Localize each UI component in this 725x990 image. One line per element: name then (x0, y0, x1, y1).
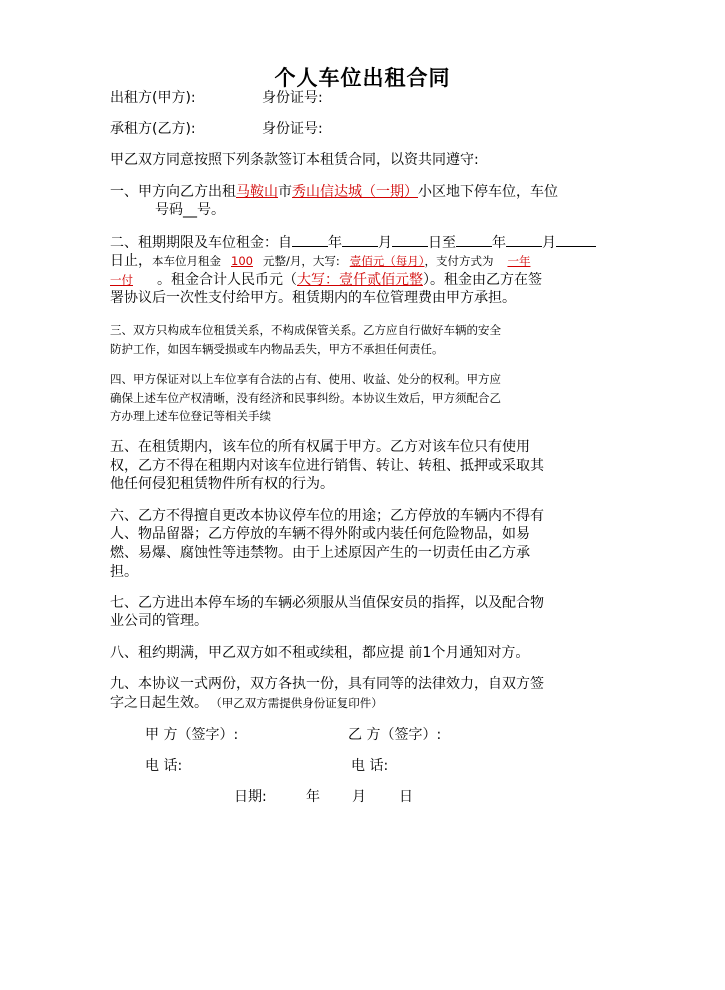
clause-2-line-4: 署协议后一次性支付给甲方。租赁期内的车位管理费由甲方承担。 (110, 290, 516, 306)
clause-3-line-1: 三、双方只构成车位租赁关系，不构成保管关系。乙方应自行做好车辆的安全 (110, 323, 501, 337)
blank-end-year (456, 234, 492, 247)
clause-2-rent-upper: 壹佰元（每月） (349, 254, 425, 268)
clause-9-line-2 (110, 695, 383, 711)
clause-2-total-label: 。租金合计人民币元（ (157, 272, 297, 288)
lessee-id-label: 身份证号: (262, 121, 323, 137)
clause-2-pay-value: 一年 (507, 254, 531, 268)
blank-start-year (292, 234, 328, 247)
clause-6-line-3: 燃、易爆、腐蚀性等违禁物。由于上述原因产生的一切责任由乙方承 (110, 545, 530, 561)
blank-start-day (392, 234, 428, 247)
clause-2-term-label: 二、租期期限及车位租金：自 (110, 235, 292, 251)
date-year-label: 年 (306, 789, 320, 805)
clause-3-line-2: 防护工作，如因车辆受损或车内物品丢失，甲方不承担任何责任。 (110, 342, 444, 356)
clause-6-line-1: 六、乙方不得擅自更改本协议停车位的用途；乙方停放的车辆内不得有 (110, 508, 544, 524)
clause-5-line-3: 他任何侵犯租赁物件所有权的行为。 (110, 476, 334, 492)
date-month-label: 月 (352, 789, 366, 805)
clause-1-line-2 (155, 202, 225, 218)
clause-8-text: 八、租约期满，甲乙双方如不租或续租，都应提 前1个月通知对方。 (110, 645, 530, 661)
lessor-id-label: 身份证号: (262, 90, 323, 106)
clause-2-year2-label: 年 (492, 235, 506, 251)
lessor-label: 出租方(甲方): (110, 90, 196, 106)
clause-2-line-1 (110, 234, 596, 251)
clause-4-line-3: 方办理上述车位登记等相关手续 (110, 409, 271, 423)
party-b-sign-label: 乙 方（签字）: (348, 727, 442, 743)
clause-9-note: （甲乙双方需提供身份证复印件） (216, 696, 383, 710)
clause-2-month2-label: 月 (542, 235, 556, 251)
clause-2-day-to-label: 日至 (428, 235, 456, 251)
clause-5-line-1: 五、在租赁期内，该车位的所有权属于甲方。乙方对该车位只有使用 (110, 439, 530, 455)
party-a-phone-label: 电 话: (145, 758, 183, 774)
clause-1-city-suffix: 市 (278, 184, 292, 200)
clause-9-line-1: 九、本协议一式两份，双方各执一份，具有同等的法律效力，自双方签 (110, 676, 544, 692)
clause-7-line-2: 业公司的管理。 (110, 613, 208, 629)
party-a-sign-label: 甲 方（签字）: (145, 727, 239, 743)
clause-2-total-upper: 大写：壹仟贰佰元整 (297, 272, 423, 288)
clause-2-line-2 (110, 253, 530, 269)
clause-9-effective: 字之日起生效。 (110, 695, 208, 711)
clause-2-rent-value: 100 (231, 254, 253, 268)
clause-4-line-1: 四、甲方保证对以上车位享有合法的占有、使用、收益、处分的权利。甲方应 (110, 372, 501, 386)
clause-2-total-suffix: ）。租金由乙方在签 (423, 272, 542, 288)
clause-2-year-label: 年 (328, 235, 342, 251)
clause-1-prefix: 一、甲方向乙方出租 (110, 184, 236, 200)
intro-text: 甲乙双方同意按照下列条款签订本租赁合同，以资共同遵守: (110, 152, 479, 168)
clause-2-line-3 (110, 272, 542, 288)
clause-4-line-2: 确保上述车位产权清晰，没有经济和民事纠纷。本协议生效后，甲方须配合乙 (110, 391, 501, 405)
clause-1-rest: 小区地下停车位，车位 (418, 184, 558, 200)
document-title: 个人车位出租合同 (274, 65, 451, 90)
clause-1-number-blank: __ (183, 202, 197, 218)
clause-6-line-4: 担。 (110, 564, 138, 580)
clause-2-month-label: 月 (378, 235, 392, 251)
clause-1-city: 马鞍山 (236, 184, 278, 200)
lessor-line (110, 90, 323, 106)
clause-1-number-label: 号码 (155, 202, 183, 218)
lessee-label: 承租方(乙方): (110, 121, 196, 137)
date-label: 日期: (234, 789, 267, 805)
clause-7-line-1: 七、乙方进出本停车场的车辆必须服从当值保安员的指挥，以及配合物 (110, 595, 544, 611)
clause-2-pay-cont: 一付 (110, 273, 133, 287)
clause-6-line-2: 人、物品留器；乙方停放的车辆不得外附或内装任何危险物品，如易 (110, 526, 530, 542)
blank-end-day (556, 234, 596, 247)
blank-start-month (342, 234, 378, 247)
blank-end-month (506, 234, 542, 247)
clause-2-end-label: 日止， (110, 253, 152, 269)
clause-2-rent-label: 本车位月租金 (152, 254, 221, 268)
party-b-phone-label: 电 话: (351, 758, 389, 774)
clause-1-number-suffix: 号。 (197, 202, 225, 218)
clause-1-line-1 (110, 184, 558, 200)
clause-2-pay-label: ，支付方式为 (424, 254, 494, 268)
clause-1-community: 秀山信达城（一期） (292, 184, 418, 200)
lessee-line (110, 121, 323, 137)
date-day-label: 日 (399, 789, 413, 805)
clause-2-rent-unit: 元整/月，大写: (262, 254, 340, 268)
clause-5-line-2: 权，乙方不得在租期内对该车位进行销售、转让、转租、抵押或采取其 (110, 458, 544, 474)
